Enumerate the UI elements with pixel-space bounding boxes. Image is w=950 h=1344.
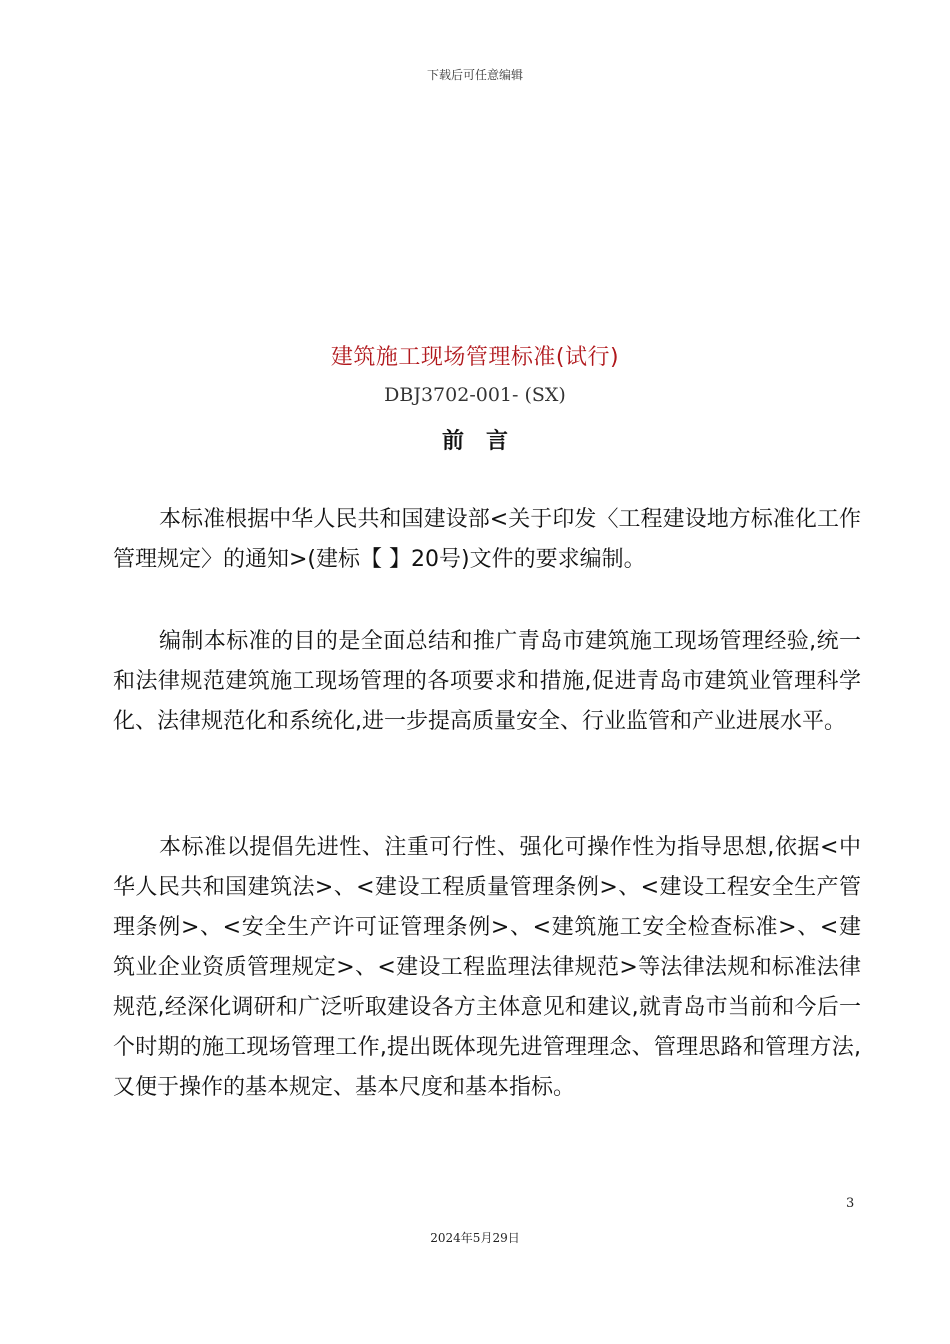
header-note: 下载后可任意编辑 — [426, 68, 523, 82]
document-title: 建筑施工现场管理标准(试行) — [330, 345, 620, 370]
paragraph-1: 本标准根据中华人民共和国建设部<关于印发〈工程建设地方标准化工作管理规定〉的通知>(建标【 】20号)文件的要求编制。 — [113, 507, 861, 572]
paragraph-2: 编制本标准的目的是全面总结和推广青岛市建筑施工现场管理经验,统一和法律规范建筑施工现场管理的各项要求和措施,促进青岛市建筑业管理科学化、法律规范化和系统化,进一步提高质量安全、行业监管和产业进展水平。 — [113, 629, 861, 734]
footer-date: 2024年5月29日 — [430, 1231, 520, 1245]
page-number: 3 — [846, 1196, 855, 1211]
paragraph-3: 本标准以提倡先进性、注重可行性、强化可操作性为指导思想,依据<中华人民共和国建筑法>、<建设工程质量管理条例>、<建设工程安全生产管理条例>、<安全生产许可证管理条例>、<建筑施工安全检查标准>、<建筑业企业资质管理规定>、<建设工程监理法律规范>等法律法规和标准法律规范,经深化调研和广泛听取建设各方主体意见和建议,就青岛市当前和今后一个时期的施工现场管理工作,提出既体现先进管理理念、管理思路和管理方法,又便于操作的基本规定、基本尺度和基本指标。 — [113, 835, 861, 1100]
section-heading: 前言 — [441, 429, 530, 454]
document-code: DBJ3702-001- (SX) — [384, 384, 566, 406]
